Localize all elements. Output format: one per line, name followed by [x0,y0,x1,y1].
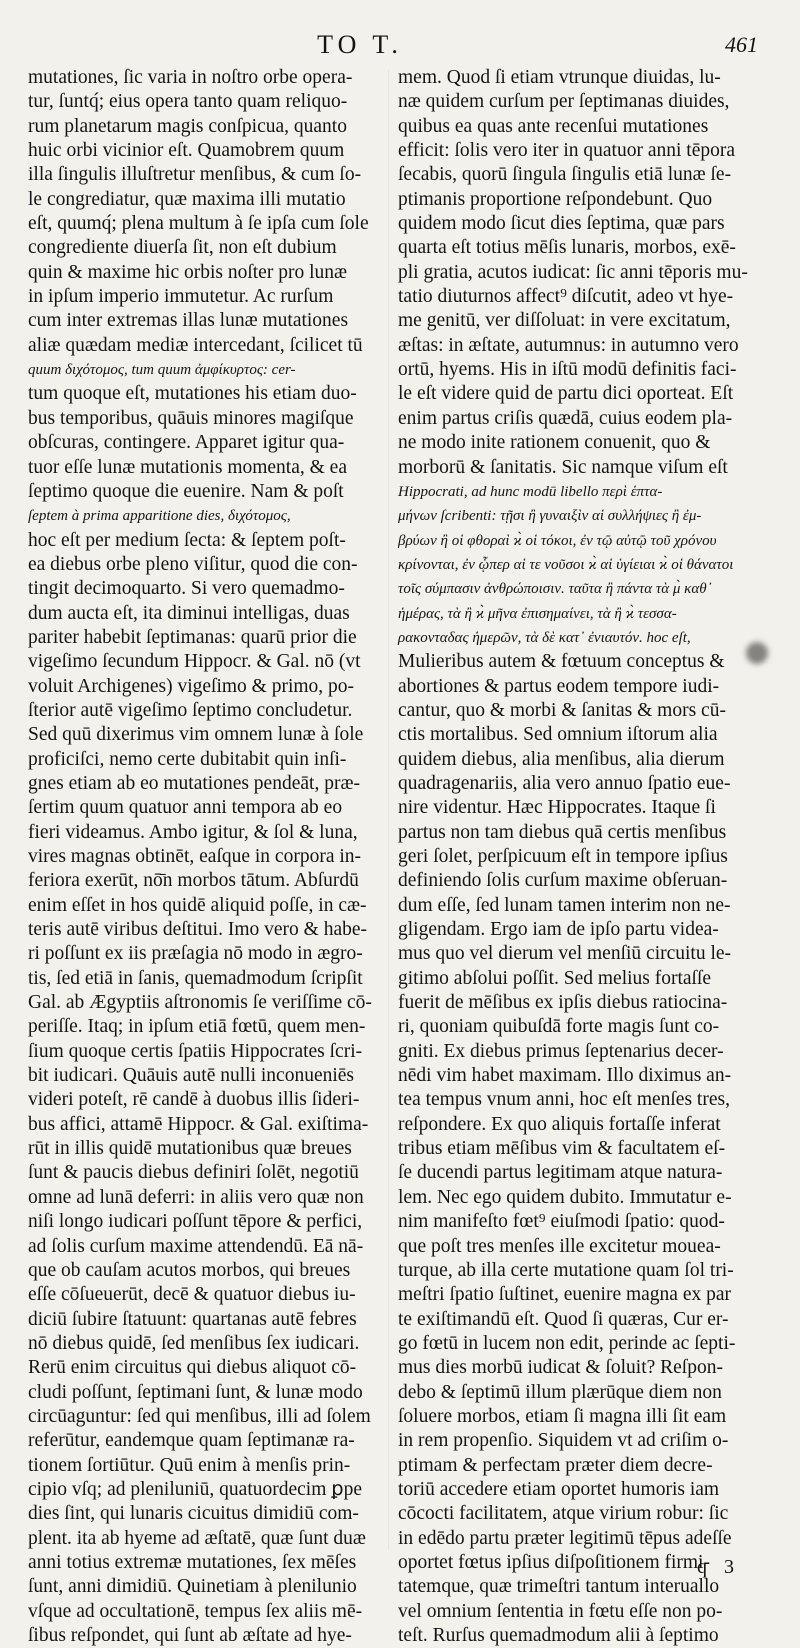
text-line: que ob cauſam acutos morbos, qui breues [28,1259,351,1281]
text-line: morborū & ſanitatis. Sic namque viſum eſt [398,456,728,478]
text-line: tatemque, quæ trimeſtri tantum interuallo [398,1576,720,1598]
text-line: in edēdo partu præter legitimū tēpus adeſſe [398,1527,732,1549]
text-line: ne modo inite rationem conuenit, quo & [398,432,711,454]
text-line: quibus ea quas ante recenſui mutationes [398,115,709,137]
text-line: que poſt tres menſes ille excitetur mouea- [398,1235,721,1257]
text-line: in rem propenſio. Siquidem vt ad criſim o- [398,1430,729,1452]
text-line: nire videntur. Hæc Hippocrates. Itaque ſi [398,797,716,819]
text-line: nēdi vim habet maximam. Illo diximus an- [398,1065,732,1087]
text-line: tum quoque eſt, mutationes his etiam duo- [28,383,357,405]
text-line: ſertim quum quatuor anni tempora ab eo [28,797,343,819]
text-line: Rerū enim circuitus qui diebus aliquot cō- [28,1357,357,1379]
text-line: rum planetarum magis conſpicua, quanto [28,115,347,137]
text-line: abortiones & partus eodem tempore iudi- [398,675,720,697]
text-line: βρύων ἢ οἱ φθοραὶ ϰ̀ οἱ τόκοι, ἐν τῷ αὐτῷ τοῦ χρόνου [398,532,717,549]
text-line: ſe ducendi partus legitimam atque natura- [398,1162,723,1184]
text-line: quarta eſt totius mēſis lunaris, morbos, exē- [398,237,736,259]
text-line: cum inter extremas illas lunæ mutationes [28,310,349,332]
text-line: ſunt, anni dimidiū. Quinetiam à plenilunio [28,1576,357,1598]
text-line: bus temporibus, quāuis minores magiſque [28,407,354,429]
text-line: plent. ita ab hyeme ad æſtatē, quæ ſunt duæ [28,1527,366,1549]
text-line: fuerit de mēſibus ex ipſis diebus ratiocina- [398,992,728,1014]
text-line: ſibus reſpondet, qui ſunt ab æſtate ad hye- [28,1625,352,1646]
text-line: reſpondere. Ex quo aliquis fortaſſe inferat [398,1113,721,1135]
page-number: 461 [725,32,758,57]
signature-mark: q 3 [697,1556,740,1578]
text-line: debo & ſeptimū illum plærūque diem non [398,1381,722,1403]
text-line: Hippocrati, ad hunc modū libello περὶ ἑπτα- [398,483,663,500]
text-line: quidem modo ſicut dies ſeptima, quæ pars [398,213,725,235]
text-line: nim manifeſto fœt⁹ eiuſmodi ſpatio: quod- [398,1211,725,1233]
text-line: Mulieribus autem & fœtuum conceptus & [398,651,725,673]
text-line: tea tempus vnum anni, hoc eſt menſes tres, [398,1089,730,1111]
text-line: in ipſum imperio immutetur. Ac rurſum [28,286,334,308]
text-line: næ quidem curſum per ſeptimanas diuides, [398,91,730,113]
text-line: enim eſſet in hos quidē aliquid poſſe, in cæ- [28,894,367,916]
text-line: dum eſſe, ſed lunam tamen interim non ne- [398,894,731,916]
text-line: mus quo vel dierum vel menſiū circuitu le- [398,943,732,965]
column-gutter [388,70,389,1550]
text-line: videri poteſt, rē candē à duobus illis ſideri- [28,1089,360,1111]
text-line: ad ſolis curſum maxime attendendū. Eā nā- [28,1235,364,1257]
text-line: gnes etiam ab eo mutationes pendeāt, præ- [28,772,360,794]
text-line: τοῖς σύμπασιν ἀνθρώποισιν. ταῦτα ἢ πάντα τὰ μ̀ καθ᾽ [398,581,712,598]
text-line: ctis mortalibus. Sed omnium iſtorum alia [398,724,718,746]
text-line: pli gratia, acutos iudicat: ſic anni tēporis mu- [398,261,748,283]
text-line: geri ſolet, perſpicuum eſt in tempore ipſius [398,846,728,867]
text-line: gitimo abſolui poſſit. Sed melius fortaſſe [398,967,712,989]
text-line: κρίνονται, ἐν ᾧπερ αἱ τε νοῦσοι ϰ̀ αἱ ὑγίειαι ϰ̀ οἱ θάνατοι [398,556,734,573]
text-line: ea diebus orbe pleno viſitur, quod die con- [28,553,358,575]
text-line: congrediente diuerſa ſit, non eſt dubium [28,237,337,259]
text-line: omne ad lunā deferri: in aliis vero quæ non [28,1186,364,1208]
text-line: Gal. ab Ægyptiis aſtronomis ſe veriſſime cō- [28,992,372,1014]
text-line: ſeptem à prima apparitione dies, διχότομος, [28,508,291,525]
text-line: ri poſſunt ex iis præſagia nō modo in ægro- [28,943,363,965]
text-line: lem. Nec ego quidem dubito. Immutatur e- [398,1186,732,1208]
text-line: fieri videamus. Ambo igitur, & ſol & luna, [28,821,358,843]
text-line: tur, ſuntq́; eius opera tanto quam reliquo- [28,91,348,113]
text-line: hoc eſt per medium ſecta: & ſeptem poſt- [28,529,346,551]
text-line: oportet fœtus ipſius diſpoſitionem firmi- [398,1551,710,1573]
text-line: ſium quoque certis ſpatiis Hippocrates ſcri- [28,1040,363,1062]
text-line: quidem diebus, alia menſibus, alia dierum [398,748,725,770]
text-line: Sed quū dixerimus vim omnem lunæ à ſole [28,724,364,746]
text-line: definiendo ſolis curſum maxime obſeruan- [398,870,728,892]
text-line: gligendam. Ergo iam de ipſo partu videa- [398,919,719,941]
text-line: obſcuras, contingere. Apparet igitur qua- [28,432,345,454]
text-line: vires magnas obtinēt, eaſque in corpora in- [28,846,362,867]
text-line: go fœtū in lucem non edit, perinde ac ſepti- [398,1332,736,1354]
text-line: quum διχότομος, tum quum ἀμφίκυρτος: cer- [28,362,296,379]
text-line: ptimam & perfectam præter diem decre- [398,1454,713,1476]
text-line: nō diebus quidē, ſed menſibus ſex iudicari. [28,1332,360,1354]
text-line: bus affici, attamē Hippocr. & Gal. exiſtima- [28,1113,369,1135]
text-line: bit iudicari. Quāuis autē nulli inconueniēs [28,1065,355,1087]
text-line: cōcocti facilitatem, atque virium robur: ſic [398,1503,729,1525]
text-line: tis, ſed etiā in ſanis, quemadmodum ſcripſit [28,967,363,989]
text-line: referūtur, eandemque quam ſeptimanæ ra- [28,1430,355,1452]
text-line: vigeſimo ſecundum Hippocr. & Gal. nō (vt [28,651,361,673]
text-line: quin & maxime hic orbis noſter pro lunæ [28,261,347,283]
text-line: ſecabis, quorū ſingula ſingulis etiā lunæ ſe- [398,164,732,186]
text-line: æſtas: in æſtate, autumnus: in autumno vero [398,334,739,356]
text-line: tuor eſſe lunæ mutationis momenta, & ea [28,456,347,478]
text-line: ſterior autē vigeſimo ſeptimo concludetur. [28,699,353,721]
text-line: cludi poſſunt, ſeptimani ſunt, & lunæ modo [28,1381,363,1403]
text-line: μήνων ſcribenti: τῇσι ἢ γυναιξὶν αἱ συλλήψιες ἢ ἐμ- [398,508,702,525]
text-line: illa ſingulis illuſtretur menſibus, & cum ſo- [28,164,362,186]
text-line: dum aucta eſt, ita diminui intelligas, duas [28,602,350,624]
text-line: mutationes, ſic varia in noſtro orbe opera- [28,67,353,88]
text-line: ſoluere morbos, etiam ſi magna illi ſit eam [398,1405,727,1427]
text-line: dies ſint, qui lunaris cicuitus dimidiū com- [28,1503,359,1525]
text-line: efficit: ſolis vero iter in quatuor anni tēpora [398,140,735,162]
text-line: circūaguntur: ſed qui menſibus, illi ad ſolem [28,1405,371,1427]
text-line: diciū ſubire ſtatuunt: quartanas autē febres [28,1308,357,1330]
text-line: aliæ quædam mediæ intercedant, ſcilicet tū [28,334,363,356]
text-line: ortū, hyems. His in iſtū modū definitis faci- [398,359,737,381]
text-line: huic orbi vicinior eſt. Quamobrem quum [28,140,345,162]
text-line: enim partus criſis quædā, cuius eodem pla- [398,407,733,429]
text-line: vel omnium ſententia in fœtu eſſe non po- [398,1600,723,1622]
text-line: vſque ad occultationē, tempus ſex aliis mē- [28,1600,363,1622]
text-line: tribus etiam mēſibus vim & facultatem eſ- [398,1138,726,1160]
text-line: toriū accedere etiam oportet humoris iam [398,1478,720,1500]
left-text-column [28,66,383,1646]
text-line: partus non tam diebus quā certis menſibus [398,821,727,843]
text-line: pariter habebit ſeptimanas: quarū prior die [28,626,357,648]
text-line: ſeptimo quoque die euenire. Nam & poſt [28,480,344,502]
text-line: meſtri ſpatio ſuſtinet, euenire magna ex par [398,1284,732,1306]
text-line: rūt in illis quidē mutationibus quæ breues [28,1138,352,1160]
text-line: ri, quoniam quibuſdā forte magis ſunt co- [398,1016,720,1038]
text-line: anni totius extremæ mutationes, ſex mēſes [28,1551,357,1573]
text-line: ρακονταδας ἡμερῶν, τὰ δὲ κατ᾽ ἐνιαυτόν. hoc eſt, [398,629,691,646]
text-line: mus dies morbū iudicat & ſoluit? Reſpon- [398,1357,723,1379]
text-line: teſt. Rurſus quemadmodum alii à ſeptimo [398,1625,719,1646]
text-line: gniti. Ex diebus primus ſeptenarius decer- [398,1040,724,1062]
text-line: le eſt videre quid de partu dici oporteat. Eſt [398,383,734,405]
text-line: te exiſtimandū eſt. Quod ſi quæras, Cur er- [398,1308,729,1330]
text-line: tionem ſortiūtur. Quū enim à menſis prin- [28,1454,351,1476]
text-line: ptimanis proportione reſpondebunt. Quo [398,188,713,210]
text-line: ſunt & paucis diebus definiri ſolēt, negotiū [28,1162,359,1184]
text-line: tatio diuturnos affect⁹ diſcutit, adeo vt hye- [398,286,734,308]
text-line: cipio vſq; ad pleniluniū, quatuordecim ꝑpe [28,1478,363,1500]
text-line: teris autē viribus deſtitui. Imo vero & habe- [28,919,367,941]
text-line: feriora exerūt, nō̄n morbos tātum. Abſurdū [28,870,359,892]
text-line: niſi longo iudicari poſſunt tēpore & perfici, [28,1211,363,1233]
ink-smudge [746,642,768,664]
text-line: tingit decimoquarto. Si vero quemadmo- [28,578,345,600]
text-line: quadragenariis, alia vero annuo ſpatio eue- [398,772,731,794]
text-line: proficiſci, nemo certe dubitabit quin inſi- [28,748,347,770]
text-line: eſſe cōſueuerūt, decē & quatuor diebus iu- [28,1284,356,1306]
text-line: eſt, quumq́; plena multum à ſe ipſa cum ſole [28,213,369,235]
text-line: mem. Quod ſi etiam vtrunque diuidas, lu- [398,67,721,88]
running-head [0,30,800,60]
text-line: ἡμέρας, τὰ ἢ ϰ̀ μῆνα ἐπισημαίνει, τὰ ἢ ϰ̀ τεσσα- [398,605,677,622]
text-line: turque, ab illa certe mutatione quam ſol tri- [398,1259,734,1281]
text-line: voluit Archigenes) vigeſimo & primo, po- [28,675,355,697]
text-line: periſſe. Itaq; in ipſum etiā fœtū, quem men- [28,1016,366,1038]
running-head-title: TO T. [317,30,403,59]
text-line: cantur, quo & morbi & ſanitas & mors cū- [398,699,726,721]
text-line: le congrediatur, quæ maxima illi mutatio [28,188,346,210]
text-line: me genitū, ver diſſoluat: in vere excitatum, [398,310,731,332]
